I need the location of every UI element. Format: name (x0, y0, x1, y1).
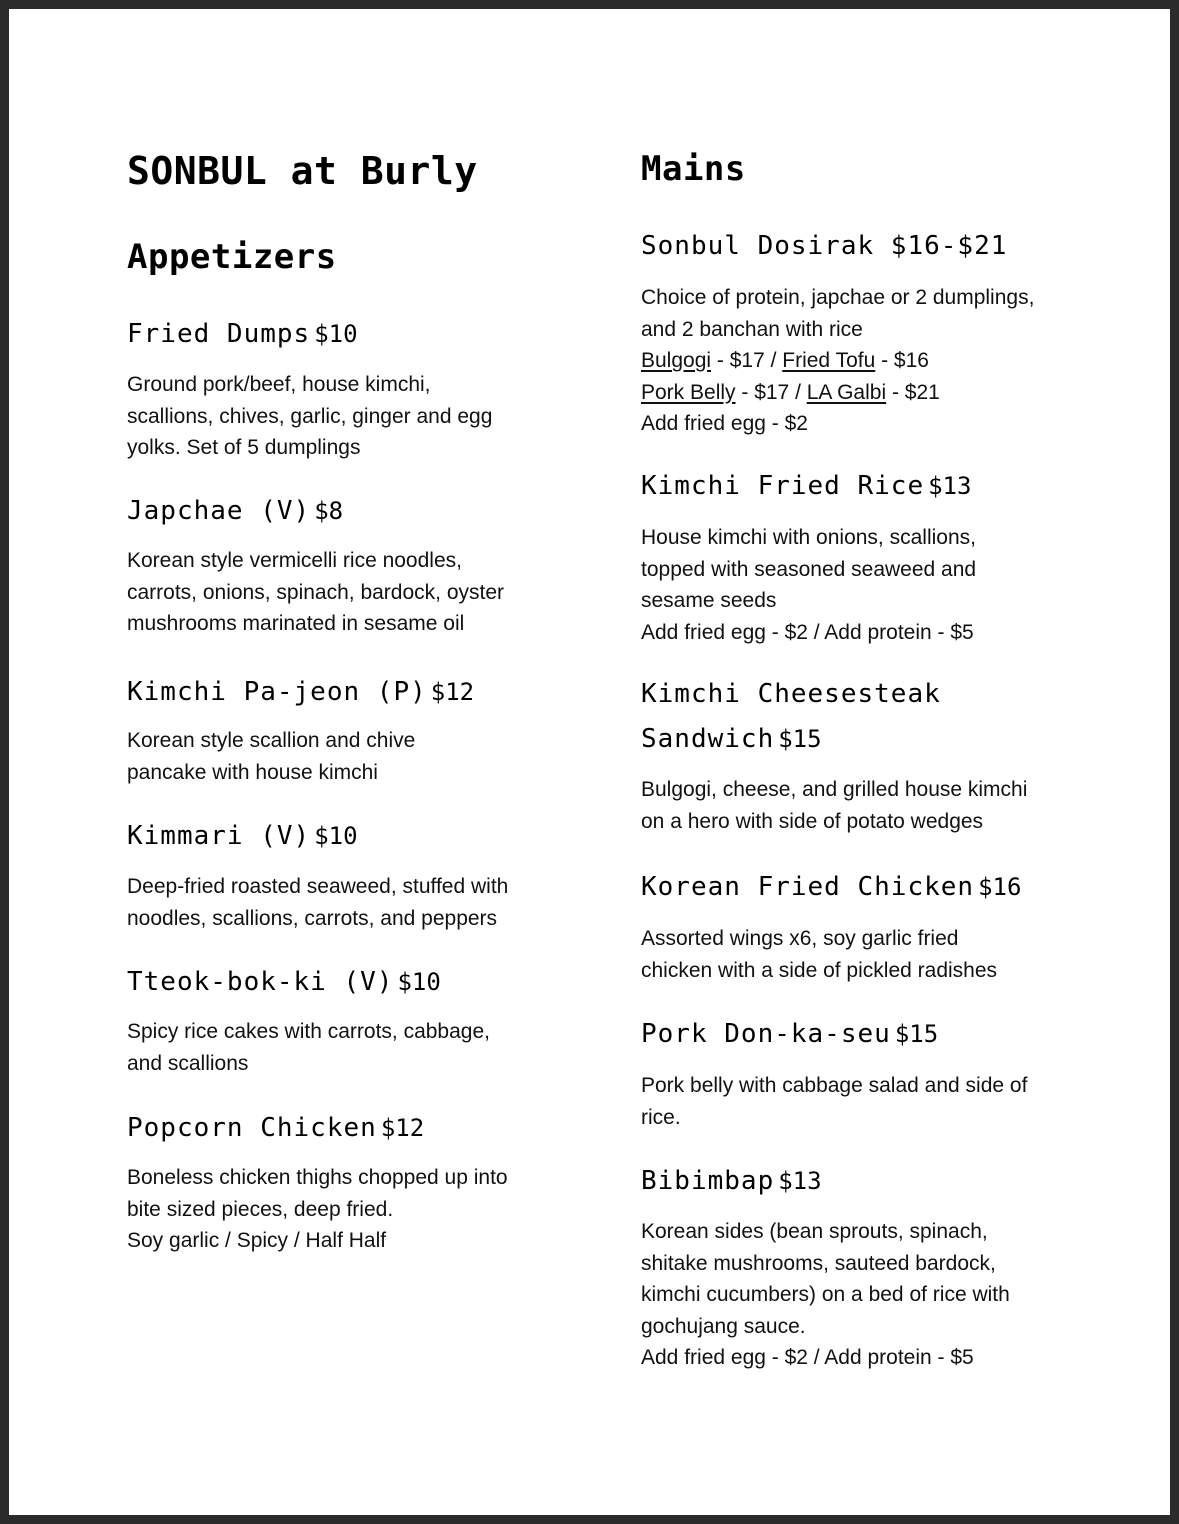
menu-title: SONBUL at Burly (127, 149, 478, 193)
item-title: Korean Fried Chicken (641, 872, 975, 902)
item-title: Sonbul Dosirak $16-$21 (641, 231, 1008, 261)
item-title: Kimchi Fried Rice (641, 471, 925, 501)
desc-line: chicken with a side of pickled radishes (641, 958, 998, 982)
option-price: - $16 (875, 349, 929, 372)
item-price: $16 (978, 873, 1022, 901)
desc-line: Korean sides (bean sprouts, spinach, (641, 1220, 988, 1243)
desc-line: Choice of protein, japchae or 2 dumplings, (641, 286, 1035, 309)
item-price: $13 (778, 1167, 822, 1195)
item-price: $10 (397, 968, 441, 996)
desc-line: Korean style vermicelli rice noodles, (127, 549, 462, 572)
item-title: Kimchi Pa-jeon (P) (127, 677, 427, 707)
desc-line: scallions, chives, garlic, ginger and egg (127, 404, 493, 428)
option-pork-belly: Pork Belly (641, 380, 736, 404)
desc-line: kimchi cucumbers) on a bed of rice with (641, 1283, 1010, 1306)
item-title: Tteok-bok-ki (V) (127, 967, 394, 997)
item-price: $12 (380, 1114, 425, 1142)
item-description (127, 545, 504, 640)
item-description (127, 369, 492, 464)
item-title: Kimmari (V) (127, 821, 311, 851)
desc-line: carrots, onions, spinach, bardock, oyster (127, 580, 505, 604)
mains-heading: Mains (641, 149, 746, 189)
desc-line: shitake mushrooms, sauteed bardock, (641, 1251, 996, 1275)
option-price: - $21 (886, 380, 940, 404)
protein-options-line (641, 377, 1034, 409)
desc-line: topped with seasoned seaweed and (641, 557, 977, 581)
desc-line: on a hero with side of potato wedges (641, 809, 984, 833)
item-description (127, 725, 415, 788)
menu-item-name (641, 471, 971, 501)
protein-options-line (641, 345, 1034, 377)
menu-item-name (127, 319, 358, 349)
desc-line: and 2 banchan with rice (641, 317, 863, 341)
desc-line: rice. (641, 1105, 681, 1129)
menu-item-name (641, 1019, 938, 1049)
menu-item-name (641, 1166, 822, 1196)
item-price: $8 (314, 497, 344, 525)
desc-line: Bulgogi, cheese, and grilled house kimchi (641, 778, 1028, 801)
desc-line: and scallions (127, 1051, 249, 1075)
desc-line: Korean style scallion and chive (127, 729, 416, 752)
menu-item-name (127, 967, 441, 997)
item-description (641, 522, 976, 648)
desc-line: Add fried egg - $2 / Add protein - $5 (641, 620, 974, 644)
desc-line: sesame seeds (641, 589, 777, 612)
desc-line: Pork belly with cabbage salad and side of (641, 1074, 1028, 1097)
item-title: Bibimbap (641, 1166, 775, 1196)
item-price: $12 (430, 678, 475, 706)
item-price: $10 (314, 822, 358, 850)
desc-line: Soy garlic / Spicy / Half Half (127, 1229, 387, 1252)
menu-item-name (127, 821, 358, 851)
item-title-line-2: Sandwich (641, 724, 775, 754)
item-title: Kimchi Cheesesteak (641, 679, 941, 709)
option-bulgogi: Bulgogi (641, 349, 712, 372)
item-title: Japchae (V) (127, 496, 311, 526)
item-description (641, 1216, 1010, 1374)
item-title: Popcorn Chicken (127, 1113, 377, 1143)
desc-line: yolks. Set of 5 dumplings (127, 436, 361, 459)
menu-item-name (127, 1113, 424, 1143)
desc-line: House kimchi with onions, scallions, (641, 526, 976, 549)
desc-line: Add fried egg - $2 / Add protein - $5 (641, 1346, 974, 1369)
option-price: - $17 / (735, 380, 807, 404)
desc-line: gochujang sauce. (641, 1314, 806, 1338)
desc-line: noodles, scallions, carrots, and peppers (127, 906, 498, 930)
desc-line: Deep-fried roasted seaweed, stuffed with (127, 875, 509, 898)
item-title: Pork Don-ka-seu (641, 1019, 891, 1049)
desc-line: Add fried egg - $2 (641, 412, 808, 435)
item-description (641, 923, 997, 986)
appetizers-heading: Appetizers (127, 237, 337, 277)
desc-line: mushrooms marinated in sesame oil (127, 612, 465, 635)
item-description (127, 871, 508, 934)
menu-item-name (127, 677, 474, 707)
desc-line: Spicy rice cakes with carrots, cabbage, (127, 1020, 490, 1043)
item-description (127, 1016, 490, 1079)
item-price: $10 (314, 320, 358, 348)
item-price: $13 (928, 472, 972, 500)
item-description (127, 1162, 508, 1257)
item-description (641, 774, 1027, 837)
menu-page (9, 9, 1170, 1515)
item-price: $15 (894, 1020, 939, 1048)
item-price: $15 (778, 725, 822, 753)
desc-line: Ground pork/beef, house kimchi, (127, 373, 431, 396)
desc-line: Boneless chicken thighs chopped up into (127, 1166, 508, 1189)
item-description (641, 282, 1034, 440)
item-title: Fried Dumps (127, 319, 311, 349)
menu-item-name (641, 724, 822, 754)
option-la-galbi: LA Galbi (806, 380, 887, 404)
option-price: - $17 / (711, 349, 783, 372)
menu-item-name (641, 872, 1021, 902)
desc-line: pancake with house kimchi (127, 760, 378, 784)
desc-line: Assorted wings x6, soy garlic fried (641, 927, 959, 950)
desc-line: bite sized pieces, deep fried. (127, 1197, 394, 1221)
option-fried-tofu: Fried Tofu (782, 349, 876, 372)
menu-item-name (127, 496, 343, 526)
item-description (641, 1070, 1027, 1133)
